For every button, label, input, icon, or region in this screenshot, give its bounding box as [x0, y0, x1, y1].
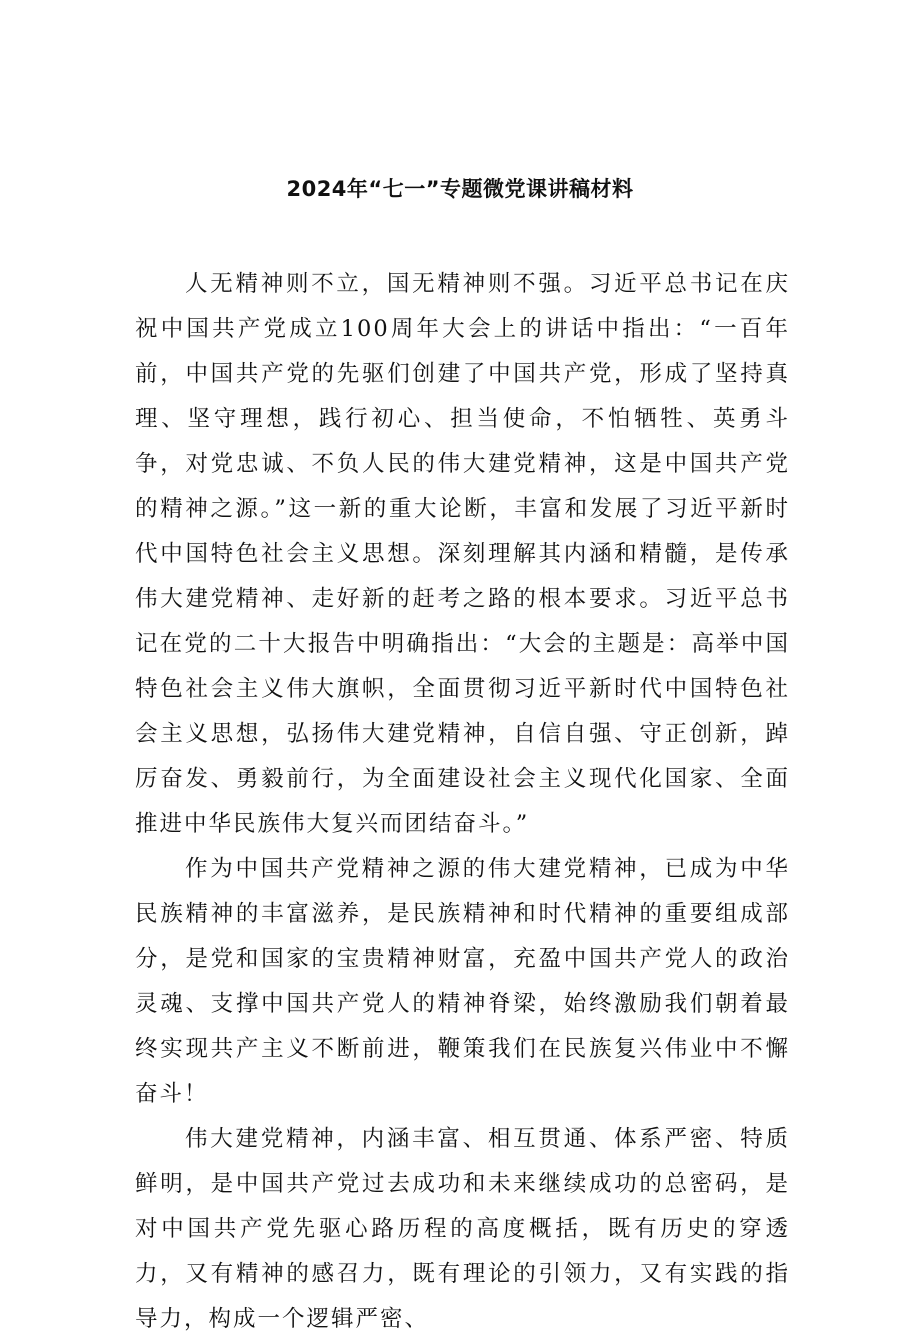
paragraph-1: 人无精神则不立，国无精神则不强。习近平总书记在庆祝中国共产党成立100周年大会上的讲话中指出：“一百年前，中国共产党的先驱们创建了中国共产党，形成了坚持真理、坚守理想，践行初心、担当使命，不怕牺牲、英勇斗争，对党忠诚、不负人民的伟大建党精神，这是中国共产党的精神之源。”这一新的重大论断，丰富和发展了习近平新时代中国特色社会主义思想。深刻理解其内涵和精髓，是传承伟大建党精神、走好新的赶考之路的根本要求。习近平总书记在党的二十大报告中明确指出：“大会的主题是：高举中国特色社会主义伟大旗帜，全面贯彻习近平新时代中国特色社会主义思想，弘扬伟大建党精神，自信自强、守正创新，踔厉奋发、勇毅前行，为全面建设社会主义现代化国家、全面推进中华民族伟大复兴而团结奋斗。”: [135, 271, 790, 837]
paragraph-2: 作为中国共产党精神之源的伟大建党精神，已成为中华民族精神的丰富滋养，是民族精神和时代精神的重要组成部分，是党和国家的宝贵精神财富，充盈中国共产党人的政治灵魂、支撑中国共产党人的精神脊梁，始终激励我们朝着最终实现共产主义不断前进，鞭策我们在民族复兴伟业中不懈奋斗！: [135, 856, 790, 1107]
paragraph-3: 伟大建党精神，内涵丰富、相互贯通、体系严密、特质鲜明，是中国共产党过去成功和未来继续成功的总密码，是对中国共产党先驱心路历程的高度概括，既有历史的穿透力，又有精神的感召力，既有理论的引领力，又有实践的指导力，构成一个逻辑严密、: [135, 1126, 790, 1332]
document-body: [135, 262, 790, 1342]
document-title: 2024年“七一”专题微党课讲稿材料: [286, 177, 634, 201]
